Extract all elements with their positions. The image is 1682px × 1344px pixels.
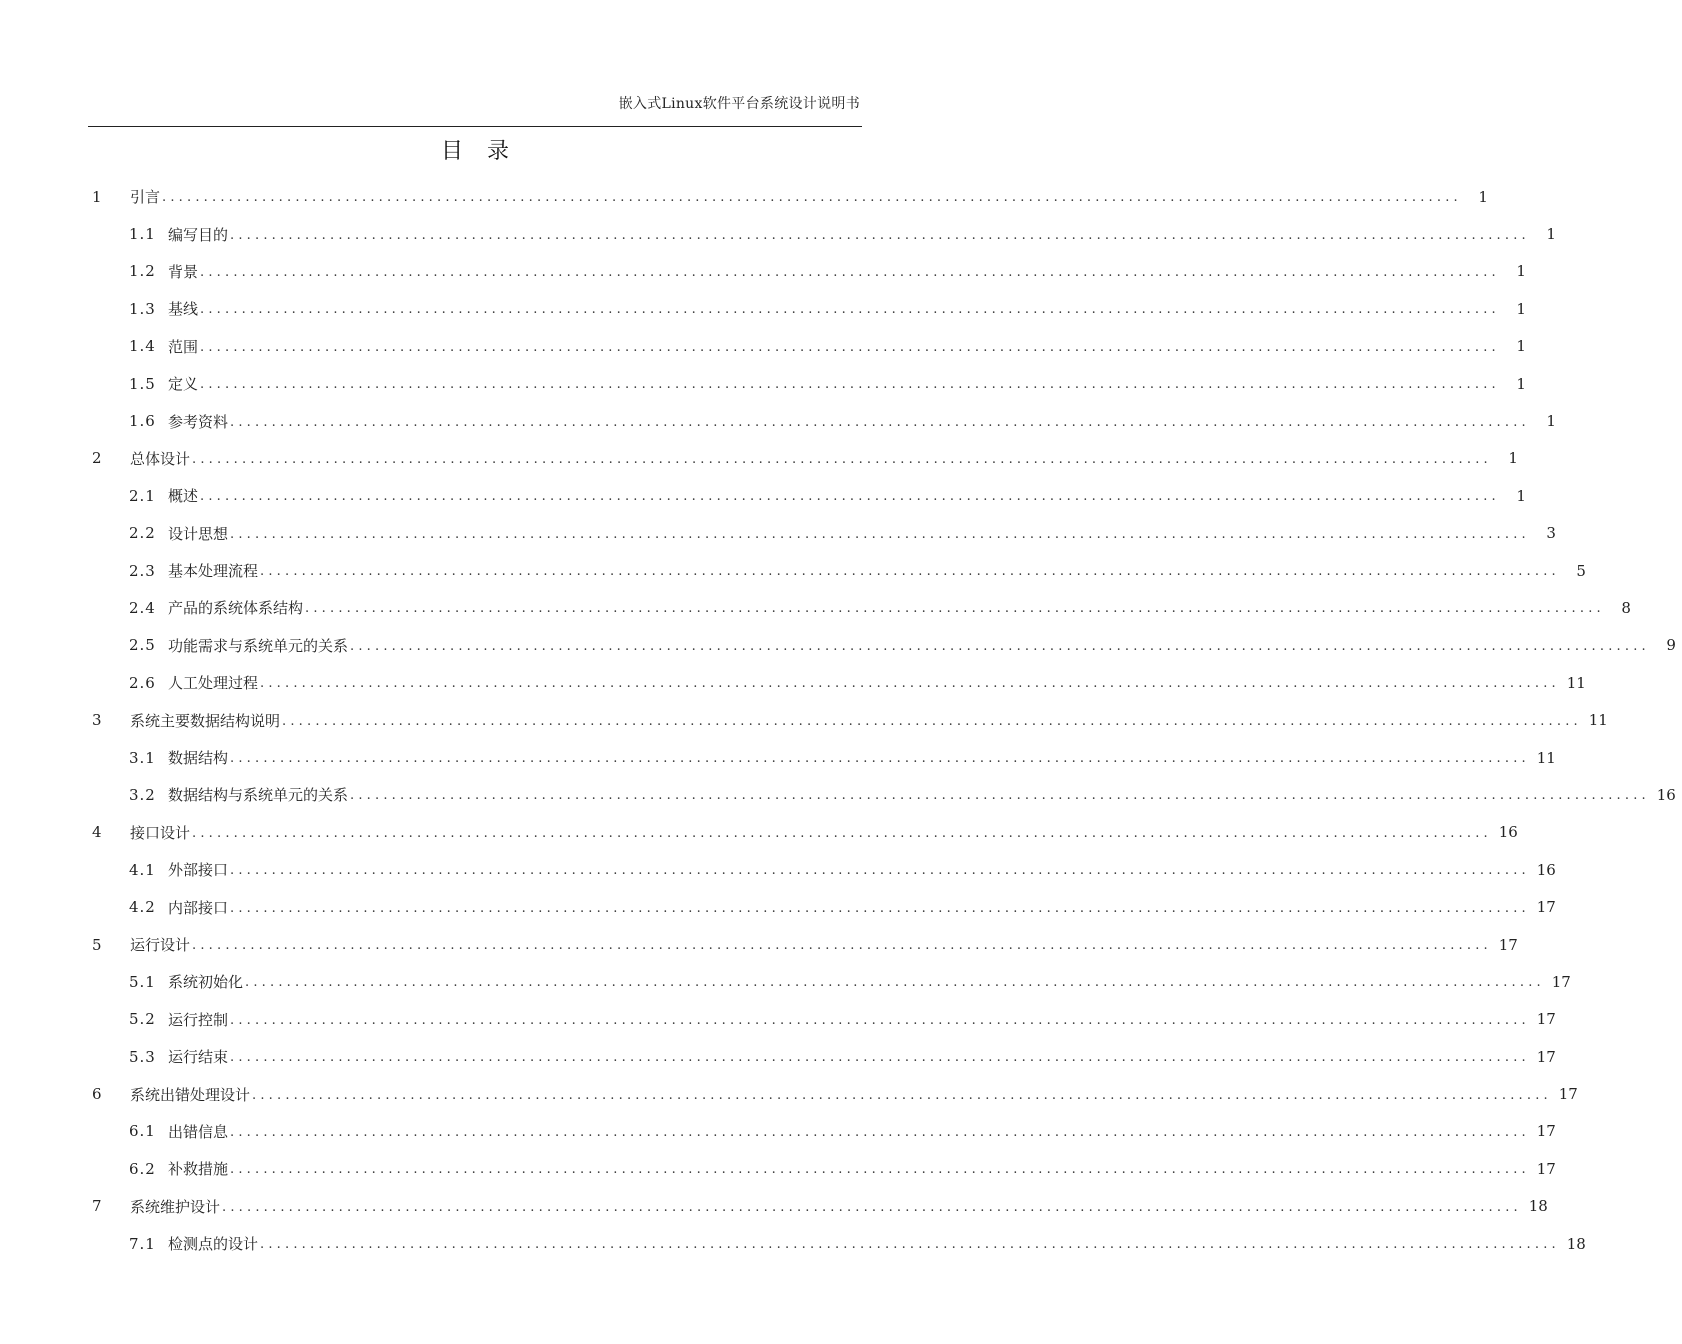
toc-dot-leader: ............................................................................................................................................................ [350, 638, 1650, 654]
toc-entry-page-number: 1 [1508, 449, 1518, 468]
toc-section-entry[interactable] [88, 888, 1556, 925]
toc-entry-page-number: 17 [1536, 1047, 1556, 1066]
toc-section-entry[interactable] [88, 477, 1526, 514]
toc-entry-page-number: 18 [1528, 1197, 1548, 1216]
toc-section-entry[interactable] [88, 664, 1586, 701]
toc-entry-number: 2.3 [129, 561, 156, 580]
toc-section-entry[interactable] [88, 1225, 1586, 1262]
toc-entry-label: 数据结构 [168, 749, 229, 768]
toc-dot-leader: ............................................................................................................................................................ [162, 190, 1462, 206]
toc-entry-label: 出错信息 [168, 1122, 229, 1141]
toc-dot-leader: ............................................................................................................................................................ [192, 825, 1492, 841]
toc-chapter-entry[interactable] [88, 1075, 1578, 1112]
toc-entry-number: 5.2 [129, 1010, 156, 1029]
toc-entry-number: 3 [92, 711, 103, 730]
toc-entry-label: 基线 [168, 300, 199, 319]
toc-entry-page-number: 17 [1536, 1122, 1556, 1141]
toc-dot-leader: ............................................................................................................................................................ [252, 1087, 1552, 1103]
toc-entry-label: 系统主要数据结构说明 [130, 711, 281, 730]
toc-section-entry[interactable] [88, 1113, 1556, 1150]
toc-entry-label: 运行控制 [168, 1010, 229, 1029]
toc-entry-label: 范围 [168, 337, 199, 356]
toc-entry-page-number: 8 [1621, 598, 1631, 617]
toc-entry-page-number: 1 [1516, 262, 1526, 281]
toc-entry-number: 5.3 [129, 1047, 156, 1066]
toc-entry-label: 接口设计 [130, 823, 191, 842]
toc-entry-label: 产品的系统体系结构 [168, 599, 304, 618]
toc-dot-leader: ............................................................................................................................................................ [192, 451, 1492, 467]
toc-entry-label: 功能需求与系统单元的关系 [168, 636, 349, 655]
toc-entry-number: 3.2 [129, 785, 156, 804]
toc-entry-label: 检测点的设计 [168, 1235, 259, 1254]
toc-dot-leader: ............................................................................................................................................................ [200, 377, 1500, 393]
toc-dot-leader: ............................................................................................................................................................ [192, 938, 1492, 953]
toc-entry-number: 6 [92, 1085, 103, 1104]
toc-section-entry[interactable] [88, 328, 1526, 365]
toc-entry-label: 系统维护设计 [130, 1197, 221, 1216]
toc-dot-leader: ............................................................................................................................................................ [305, 601, 1605, 617]
toc-entry-page-number: 1 [1516, 299, 1526, 318]
toc-dot-leader: ............................................................................................................................................................ [222, 1199, 1522, 1215]
toc-section-entry[interactable] [88, 365, 1526, 402]
toc-entry-number: 1.2 [129, 262, 156, 281]
toc-entry-number: 2.4 [129, 598, 156, 617]
toc-dot-leader: ............................................................................................................................................................ [230, 414, 1530, 430]
toc-dot-leader: ............................................................................................................................................................ [200, 489, 1500, 505]
toc-entry-number: 3.1 [129, 748, 156, 767]
toc-entry-page-number: 3 [1546, 524, 1556, 543]
toc-entry-label: 定义 [168, 375, 199, 394]
document-header-title: 嵌入式Linux软件平台系统设计说明书 [618, 96, 860, 112]
toc-dot-leader: ............................................................................................................................................................ [230, 1050, 1530, 1066]
toc-entry-number: 7 [92, 1197, 103, 1216]
toc-chapter-entry[interactable] [88, 440, 1518, 477]
toc-chapter-entry[interactable] [88, 1188, 1548, 1225]
toc-entry-page-number: 11 [1536, 748, 1556, 767]
toc-dot-leader: ............................................................................................................................................................ [230, 1124, 1530, 1140]
toc-section-entry[interactable] [88, 1038, 1556, 1075]
toc-section-entry[interactable] [88, 215, 1556, 252]
toc-entry-label: 外部接口 [168, 861, 229, 880]
toc-entry-number: 5 [92, 935, 103, 954]
toc-entry-label: 概述 [168, 487, 199, 506]
toc-entry-number: 6.2 [129, 1159, 156, 1178]
toc-entry-page-number: 17 [1536, 1159, 1556, 1178]
toc-entry-page-number: 1 [1478, 187, 1488, 206]
toc-entry-page-number: 18 [1566, 1234, 1586, 1253]
toc-entry-number: 1.4 [129, 337, 156, 356]
toc-dot-leader: ............................................................................................................................................................ [282, 713, 1582, 729]
toc-entry-page-number: 16 [1656, 785, 1676, 804]
toc-entry-number: 7.1 [129, 1234, 156, 1253]
toc-entry-page-number: 1 [1546, 412, 1556, 431]
toc-section-entry[interactable] [88, 627, 1676, 664]
toc-entry-page-number: 9 [1666, 636, 1676, 655]
toc-entry-label: 运行设计 [130, 936, 191, 954]
toc-section-entry[interactable] [88, 851, 1556, 888]
toc-dot-leader: ............................................................................................................................................................ [260, 1237, 1560, 1253]
toc-chapter-entry[interactable] [88, 814, 1518, 851]
toc-entry-page-number: 1 [1516, 374, 1526, 393]
toc-entry-page-number: 5 [1576, 561, 1586, 580]
toc-entry-page-number: 17 [1551, 972, 1571, 991]
toc-entry-page-number: 1 [1546, 225, 1556, 244]
toc-dot-leader: ............................................................................................................................................................ [350, 788, 1650, 804]
toc-entry-label: 基本处理流程 [168, 562, 259, 581]
toc-dot-leader: ............................................................................................................................................................ [230, 751, 1530, 767]
toc-entry-number: 1.3 [129, 299, 156, 318]
table-of-contents [88, 178, 1676, 1262]
toc-entry-label: 运行结束 [168, 1048, 229, 1067]
toc-chapter-entry[interactable] [88, 701, 1608, 738]
toc-entry-page-number: 11 [1588, 711, 1608, 730]
toc-dot-leader: ............................................................................................................................................................ [260, 564, 1560, 580]
toc-dot-leader: ............................................................................................................................................................ [230, 227, 1530, 243]
toc-entry-number: 4 [92, 823, 103, 842]
toc-dot-leader: ............................................................................................................................................................ [200, 302, 1500, 318]
toc-entry-label: 数据结构与系统单元的关系 [168, 786, 349, 805]
toc-entry-number: 4.1 [129, 860, 156, 879]
toc-entry-number: 1.5 [129, 374, 156, 393]
toc-chapter-entry[interactable] [88, 178, 1488, 215]
toc-title: 目录 [440, 139, 533, 164]
toc-entry-page-number: 1 [1516, 337, 1526, 356]
toc-entry-number: 1.6 [129, 412, 156, 431]
toc-entry-label: 系统初始化 [168, 973, 244, 992]
toc-dot-leader: ............................................................................................................................................................ [230, 526, 1530, 542]
toc-section-entry[interactable] [88, 963, 1571, 1000]
toc-entry-label: 系统出错处理设计 [130, 1085, 251, 1104]
toc-entry-number: 2.5 [129, 636, 156, 655]
toc-entry-label: 总体设计 [130, 449, 191, 468]
toc-dot-leader: ............................................................................................................................................................ [245, 975, 1545, 991]
toc-section-entry[interactable] [88, 552, 1586, 589]
toc-dot-leader: ............................................................................................................................................................ [200, 339, 1500, 355]
toc-chapter-entry[interactable] [88, 926, 1518, 963]
toc-section-entry[interactable] [88, 515, 1556, 552]
toc-section-entry[interactable] [88, 253, 1526, 290]
toc-entry-label: 补救措施 [168, 1160, 229, 1179]
toc-dot-leader: ............................................................................................................................................................ [230, 863, 1530, 879]
toc-entry-page-number: 16 [1498, 823, 1518, 842]
toc-section-entry[interactable] [88, 739, 1556, 776]
toc-entry-label: 参考资料 [168, 412, 229, 431]
toc-entry-number: 1 [92, 187, 103, 206]
toc-dot-leader: ............................................................................................................................................................ [230, 1162, 1530, 1178]
toc-entry-label: 设计思想 [168, 524, 229, 543]
toc-section-entry[interactable] [88, 1150, 1556, 1187]
toc-entry-number: 2.1 [129, 486, 156, 505]
toc-entry-number: 6.1 [129, 1122, 156, 1141]
toc-entry-page-number: 1 [1516, 486, 1526, 505]
toc-section-entry[interactable] [88, 290, 1526, 327]
toc-entry-label: 内部接口 [168, 898, 229, 917]
toc-section-entry[interactable] [88, 1001, 1556, 1038]
toc-section-entry[interactable] [88, 776, 1676, 813]
toc-entry-number: 2.6 [129, 673, 156, 692]
toc-entry-number: 4.2 [129, 898, 156, 917]
toc-entry-label: 人工处理过程 [168, 674, 259, 693]
toc-entry-number: 2.2 [129, 524, 156, 543]
header-divider [88, 126, 862, 127]
toc-entry-label: 引言 [130, 188, 161, 207]
toc-dot-leader: ............................................................................................................................................................ [260, 676, 1560, 692]
toc-dot-leader: ............................................................................................................................................................ [230, 1012, 1530, 1028]
toc-entry-page-number: 17 [1558, 1085, 1578, 1104]
toc-entry-page-number: 16 [1536, 860, 1556, 879]
toc-entry-number: 5.1 [129, 972, 156, 991]
toc-entry-page-number: 17 [1498, 935, 1518, 954]
toc-entry-label: 背景 [168, 262, 199, 281]
toc-entry-page-number: 17 [1536, 898, 1556, 917]
toc-dot-leader: ............................................................................................................................................................ [230, 900, 1530, 916]
toc-entry-number: 2 [92, 449, 103, 468]
toc-entry-page-number: 11 [1566, 673, 1586, 692]
toc-dot-leader: ............................................................................................................................................................ [200, 264, 1500, 280]
toc-entry-page-number: 17 [1536, 1010, 1556, 1029]
toc-section-entry[interactable] [88, 589, 1631, 626]
toc-entry-number: 1.1 [129, 225, 156, 244]
toc-entry-label: 编写目的 [168, 225, 229, 244]
toc-section-entry[interactable] [88, 402, 1556, 439]
